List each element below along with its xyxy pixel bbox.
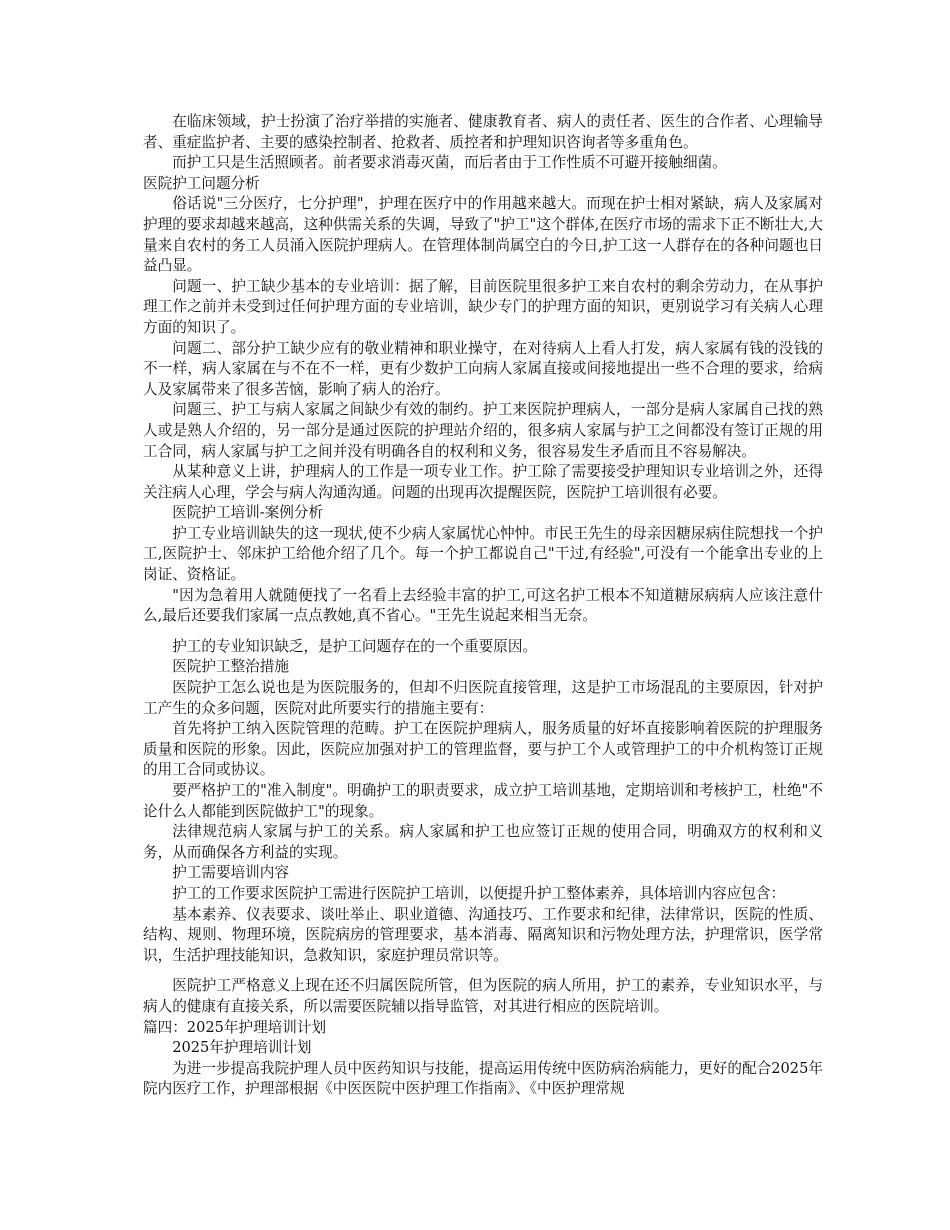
paragraph-training-list: 基本素养、仪表要求、谈吐举止、职业道德、沟通技巧、工作要求和纪律，法律常识，医院的性质、结构、规则、物理环境，医院病房的管理要求，基本消毒、隔离知识和污物处理方法，护理常识，医学常识，生活护理技能知识，急救知识，家庭护理员常识等。 xyxy=(143,905,823,964)
chapter-heading-part-four: 篇四：2025年护理培训计划 xyxy=(143,1018,327,1036)
paragraph-gap xyxy=(143,627,823,637)
paragraph-nurse-roles: 在临床领域，护士扮演了治疗举措的实施者、健康教育者、病人的责任者、医生的合作者、心理输导者、重症监护者、主要的感染控制者、抢救者、质控者和护理知识咨询者等多重角色。 xyxy=(143,113,823,151)
section-heading-case-analysis: 医院护工培训-案例分析 xyxy=(172,504,324,522)
section-heading-measures: 医院护工整治措施 xyxy=(172,658,289,676)
paragraph-gap xyxy=(143,966,823,976)
paragraph-knowledge-lack: 护工的专业知识缺乏，是护工问题存在的一个重要原因。 xyxy=(172,637,538,655)
paragraph-training-requirement: 护工的工作要求医院护工需进行医院护工培训，以便提升护工整体素养，具体培训内容应包含： xyxy=(172,884,786,902)
section-heading-problem-analysis: 医院护工问题分析 xyxy=(143,174,260,192)
paragraph-problem-two: 问题二、部分护工缺少应有的敬业精神和职业操守，在对待病人上看人打发，病人家属有钱的没钱的不一样，病人家属在与不在不一样，更有少数护工向病人家属直接或间接地提出一些不合理的要求，给病人及家属带来了很多苦恼，影响了病人的治疗。 xyxy=(143,339,823,398)
paragraph-measure-management: 首先将护工纳入医院管理的范畴。护工在医院护理病人，服务质量的好坏直接影响着医院的护理服务质量和医院的形象。因此，医院应加强对护工的管理监督，要与护工个人或管理护工的中介机构签订正规的用工合同或协议。 xyxy=(143,720,823,779)
paragraph-professional-work: 从某种意义上讲，护理病人的工作是一项专业工作。护工除了需要接受护理知识专业培训之外，还得关注病人心理，学会与病人沟通沟通。问题的出现再次提醒医院，医院护工培训很有必要。 xyxy=(143,463,823,501)
paragraph-measures-intro: 医院护工怎么说也是为医院服务的，但却不归医院直接管理，这是护工市场混乱的主要原因，针对护工产生的众多问题，医院对此所要实行的措施主要有： xyxy=(143,679,823,717)
paragraph-case-status: 护工专业培训缺失的这一现状,使不少病人家属忧心忡忡。市民王先生的母亲因糖尿病住院想找一个护工,医院护士、邻床护工给他介绍了几个。每一个护工都说自己"干过,有经验",可没有一个能拿出专业的上岗证、资格证。 xyxy=(143,524,823,584)
paragraph-measure-law: 法律规范病人家属与护工的关系。病人家属和护工也应签订正规的使用合同，明确双方的权利和义务，从而确保各方利益的实现。 xyxy=(143,823,823,861)
paragraph-case-quote: "因为急着用人就随便找了一名看上去经验丰富的护工,可这名护工根本不知道糖尿病病人应该注意什么,最后还要我们家属一点点教她,真不省心。"王先生说起来相当无奈。 xyxy=(143,586,823,625)
document-page xyxy=(143,112,823,1100)
paragraph-saying: 俗话说"三分医疗，七分护理"，护理在医疗中的作用越来越大。而现在护士相对紧缺，病人及家属对护理的要求却越来越高，这种供需关系的失调，导致了"护工"这个群体,在医疗市场的需求下正不断壮大,大量来自农村的务工人员涌入医院护理病人。在管理体制尚属空白的今日,护工这一人群存在的各种问题也日益凸显。 xyxy=(143,195,823,275)
paragraph-plan-intro: 为进一步提高我院护理人员中医药知识与技能，提高运用传统中医防病治病能力，更好的配合2025年院内医疗工作，护理部根据《中医医院中医护理工作指南》、《中医护理常规 xyxy=(143,1059,823,1098)
paragraph-measure-access: 要严格护工的"准入制度"。明确护工的职责要求，成立护工培训基地，定期培训和考核护工，杜绝"不论什么人都能到医院做护工"的现象。 xyxy=(143,782,823,820)
paragraph-caregiver-role: 而护工只是生活照顾者。前者要求消毒灭菌，而后者由于工作性质不可避开接触细菌。 xyxy=(172,154,727,172)
paragraph-problem-three: 问题三、护工与病人家属之间缺少有效的制约。护工来医院护理病人，一部分是病人家属自己找的熟人或是熟人介绍的，另一部分是通过医院的护理站介绍的，很多病人家属与护工之间都没有签订正规的用工合同，病人家属与护工之间并没有明确各自的权利和义务，很容易发生矛盾而且不容易解决。 xyxy=(143,401,823,460)
document-title-training-plan: 2025年护理培训计划 xyxy=(172,1039,312,1057)
paragraph-problem-one: 问题一、护工缺少基本的专业培训：据了解，目前医院里很多护工来自农村的剩余劳动力，在从事护理工作之前并未受到过任何护理方面的专业培训，缺少专门的护理方面的知识，更别说学习有关病人心理方面的知识了。 xyxy=(143,277,823,336)
paragraph-conclusion: 医院护工严格意义上现在还不归属医院所管，但为医院的病人所用，护工的素养，专业知识水平，与病人的健康有直接关系，所以需要医院辅以指导监管，对其进行相应的医院培训。 xyxy=(143,977,823,1015)
section-heading-training-content: 护工需要培训内容 xyxy=(172,864,289,882)
